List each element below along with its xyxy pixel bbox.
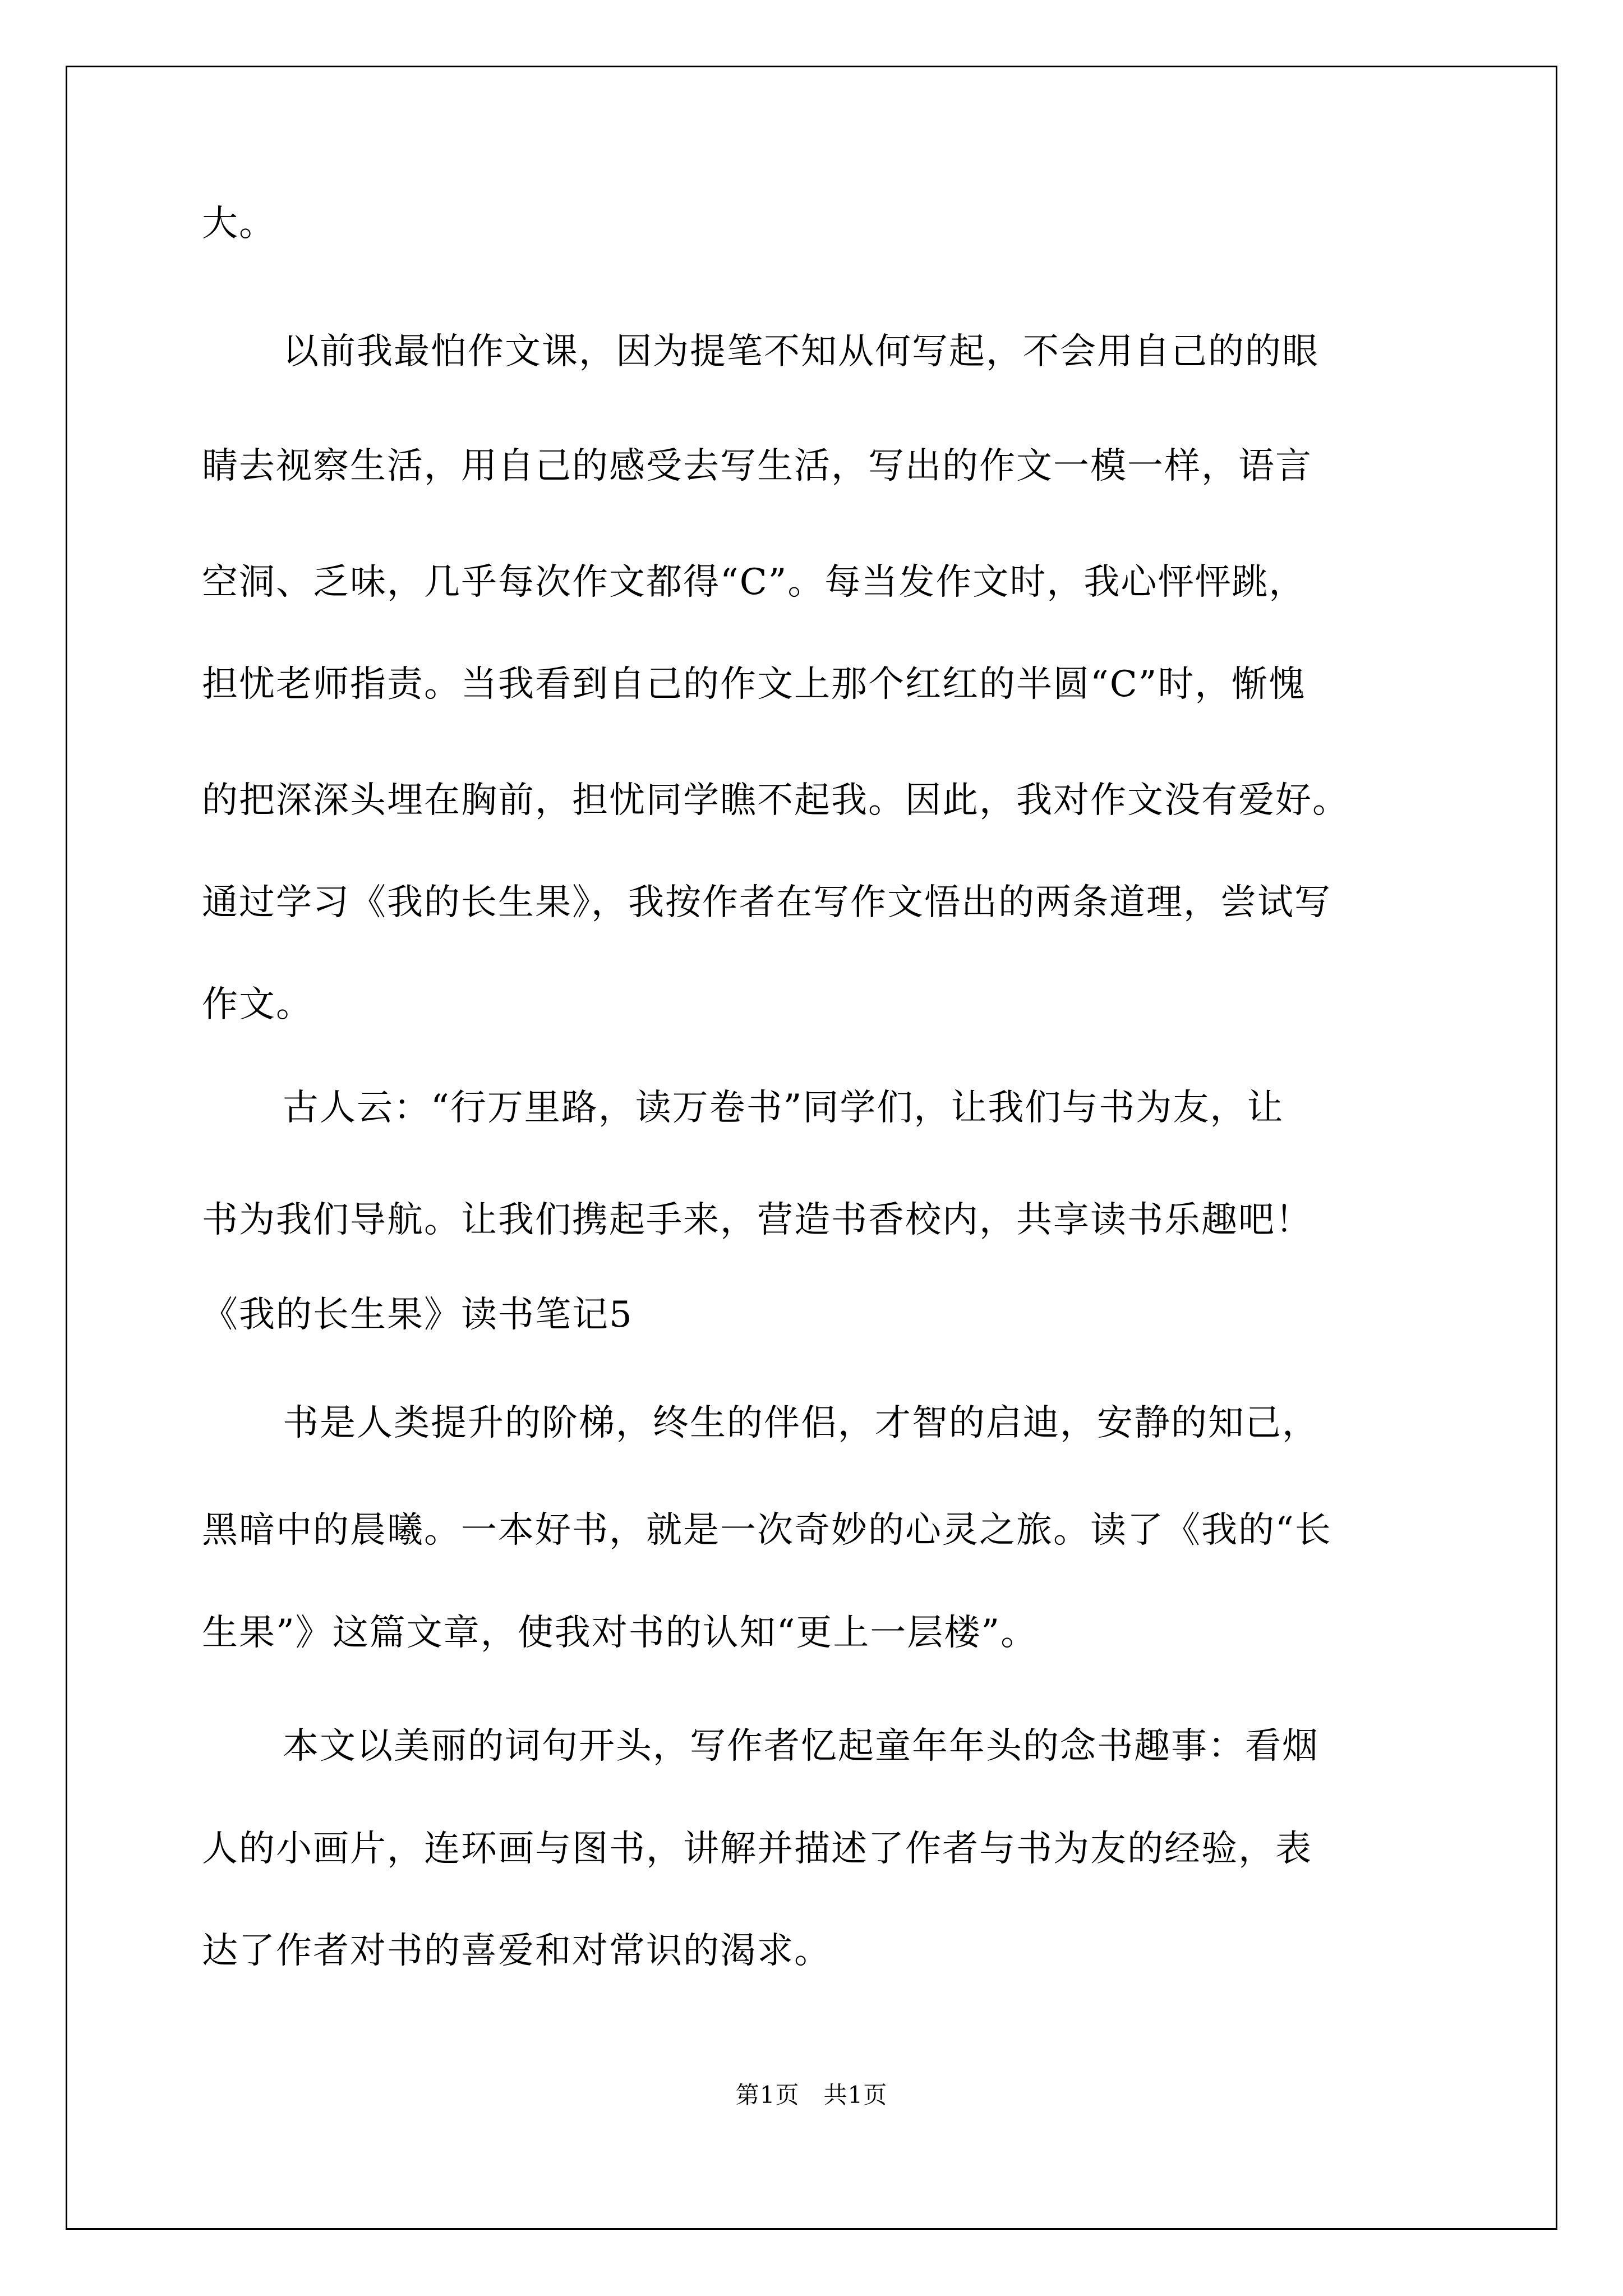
text-line-4: 空洞、乏味，几乎每次作文都得“C”。每当发作文时，我心怦怦跳， [202,562,1306,603]
text-line-5: 担忧老师指责。当我看到自己的作文上那个红红的半圆“C”时，惭愧 [202,664,1306,705]
text-line-14: 生果”》这篇文章，使我对书的认知“更上一层楼”。 [202,1612,1038,1654]
text-line-8: 作文。 [202,984,313,1025]
text-line-10: 书为我们导航。让我们携起手来，营造书香校内，共享读书乐趣吧！ [202,1199,1312,1241]
text-line-13: 黑暗中的晨曦。一本好书，就是一次奇妙的心灵之旅。读了《我的“长 [202,1510,1332,1551]
text-line-9: 古人云：“行万里路，读万卷书”同学们，让我们与书为友，让 [283,1087,1284,1129]
text-line-16: 人的小画片，连环画与图书，讲解并描述了作者与书为友的经验，表 [202,1828,1312,1870]
section-heading: 《我的长生果》读书笔记5 [202,1294,633,1336]
page-number: 第1页 共1页 [735,2081,888,2109]
text-line-7: 通过学习《我的长生果》，我按作者在写作文悟出的两条道理，尝试写 [202,882,1331,923]
text-line-3: 睛去视察生活，用自己的感受去写生活，写出的作文一模一样，语言 [202,445,1312,487]
text-line-2: 以前我最怕作文课，因为提笔不知从何写起，不会用自己的的眼 [283,331,1319,372]
text-line-12: 书是人类提升的阶梯，终生的伴侣，才智的启迪，安静的知己， [283,1402,1319,1444]
page-border [66,66,1557,2230]
text-line-1: 大。 [202,203,276,245]
text-line-15: 本文以美丽的词句开头，写作者忆起童年年头的念书趣事：看烟 [283,1726,1319,1767]
text-line-17: 达了作者对书的喜爱和对常识的渴求。 [202,1930,831,1972]
text-line-6: 的把深深头埋在胸前，担忧同学瞧不起我。因此，我对作文没有爱好。 [202,780,1349,821]
